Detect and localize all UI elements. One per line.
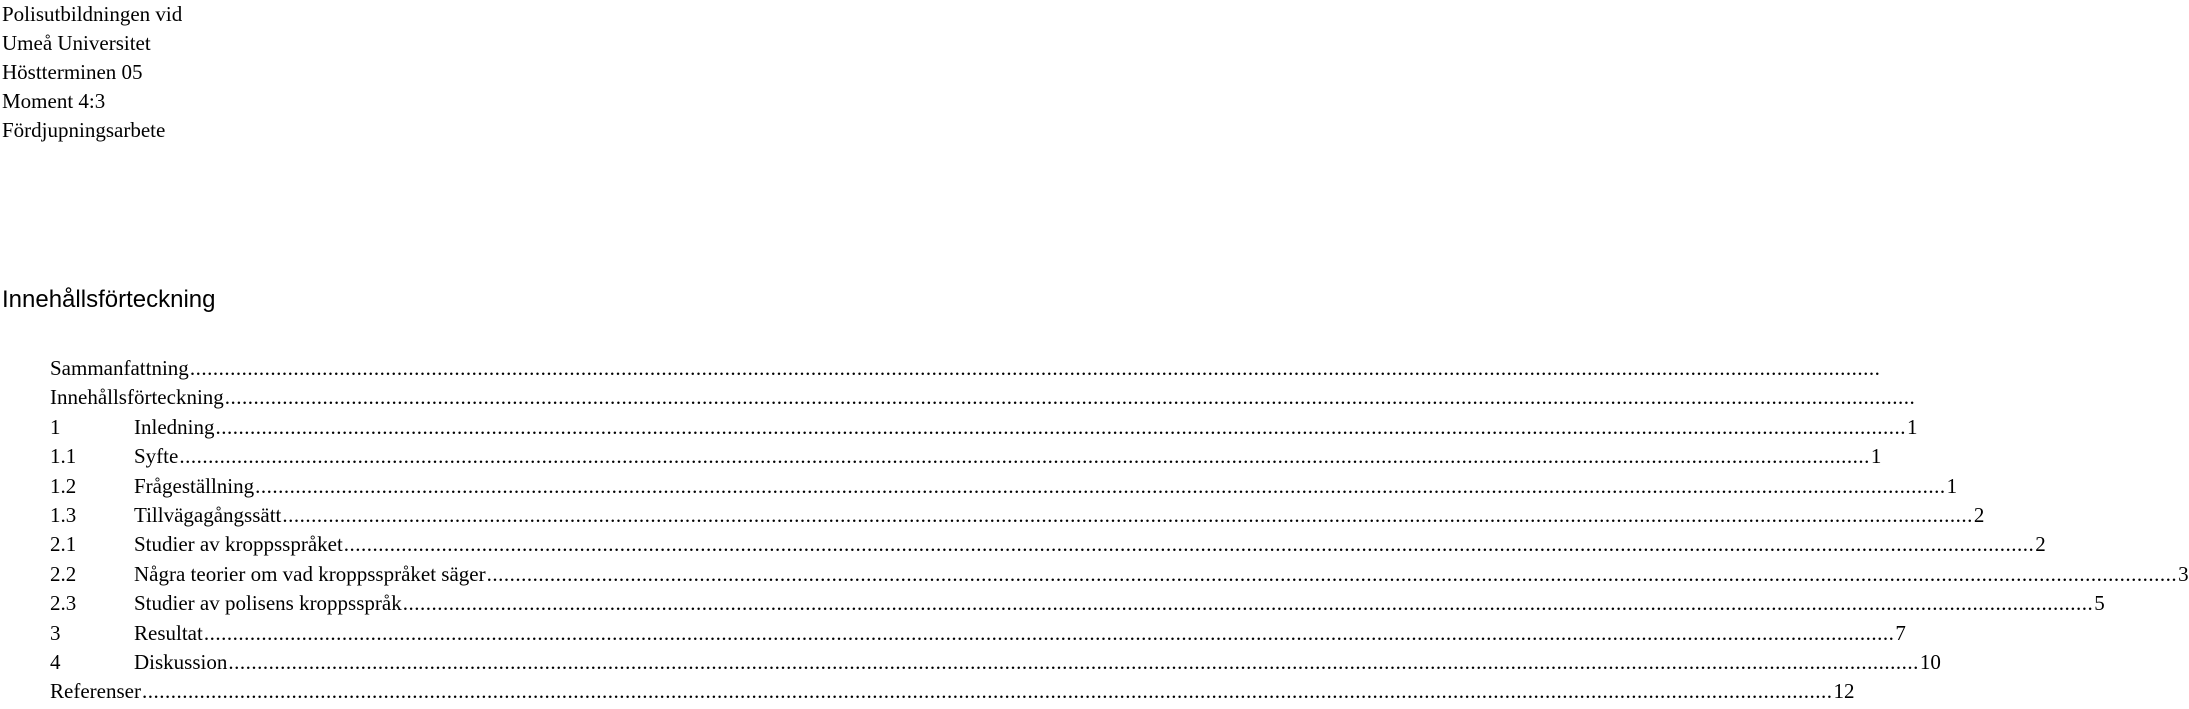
header-line-institution: Polisutbildningen vid bbox=[2, 2, 183, 26]
toc-dot-leader bbox=[282, 503, 1973, 528]
toc-entry-number: 1.1 bbox=[50, 444, 77, 469]
toc-entry-title: Syfte bbox=[134, 444, 179, 469]
toc-dot-leader bbox=[403, 591, 2094, 616]
toc-entry-number: 1.2 bbox=[50, 473, 77, 498]
toc-entry-page: 12 bbox=[1833, 679, 1855, 704]
toc-entry-number: 2.2 bbox=[50, 561, 77, 586]
toc-entry-page: 1 bbox=[1946, 473, 1958, 498]
toc-list bbox=[50, 356, 2189, 709]
toc-entry[interactable] bbox=[50, 502, 1985, 532]
toc-entry[interactable] bbox=[50, 532, 2046, 561]
toc-entry-title: Frågeställning bbox=[134, 473, 255, 498]
toc-entry[interactable] bbox=[50, 649, 1941, 679]
toc-dot-leader bbox=[228, 650, 1919, 675]
toc-entry[interactable] bbox=[50, 414, 1918, 444]
toc-entry-title: Referenser bbox=[50, 679, 141, 704]
toc-entry-title: Diskussion bbox=[134, 649, 228, 674]
toc-entry-number: 1.3 bbox=[50, 502, 77, 527]
header-line-university: Umeå Universitet bbox=[2, 31, 151, 55]
toc-entry-title: Studier av kroppsspråket bbox=[134, 532, 343, 557]
toc-entry[interactable] bbox=[50, 561, 2189, 591]
toc-entry-page: 3 bbox=[2178, 561, 2189, 586]
toc-entry[interactable] bbox=[50, 385, 962, 414]
toc-entry-title: Innehållsförteckning bbox=[50, 385, 224, 410]
toc-entry-title: Studier av polisens kroppsspråk bbox=[134, 591, 402, 616]
toc-dot-leader bbox=[225, 385, 1916, 410]
toc-entry[interactable] bbox=[50, 444, 1882, 473]
toc-entry-title: Några teorier om vad kroppsspråket säger bbox=[134, 561, 486, 586]
toc-entry[interactable] bbox=[50, 620, 1906, 650]
toc-entry-number: 2.3 bbox=[50, 591, 77, 616]
toc-entry-page: 7 bbox=[1895, 620, 1906, 645]
toc-entry-page: 5 bbox=[2094, 591, 2105, 616]
header-line-term: Höstterminen 05 bbox=[2, 60, 143, 84]
toc-dot-leader bbox=[204, 621, 1895, 646]
toc-dot-leader bbox=[179, 444, 1870, 469]
toc-entry-page: 1 bbox=[1906, 414, 1918, 439]
toc-dot-leader bbox=[487, 562, 2178, 587]
toc-entry-number: 2.1 bbox=[50, 532, 77, 557]
toc-entry[interactable] bbox=[50, 591, 2105, 620]
toc-entry-page: 10 bbox=[1919, 649, 1941, 674]
toc-entry[interactable] bbox=[50, 473, 1958, 503]
toc-entry-page: 1 bbox=[1870, 444, 1882, 469]
toc-dot-leader bbox=[215, 415, 1906, 440]
toc-entry-title: Resultat bbox=[134, 620, 203, 645]
document-header bbox=[2, 0, 182, 145]
toc-dot-leader bbox=[142, 679, 1833, 704]
toc-entry-page: 2 bbox=[1973, 502, 1985, 527]
header-line-assignment: Fördjupningsarbete bbox=[2, 118, 166, 142]
toc-entry-title: Inledning bbox=[134, 414, 215, 439]
toc-entry-title: Sammanfattning bbox=[50, 356, 189, 380]
toc-entry-title: Tillvägagångssätt bbox=[134, 502, 282, 527]
toc-dot-leader bbox=[190, 356, 1881, 381]
toc-entry-number: 4 bbox=[50, 649, 61, 674]
toc-entry-number: 3 bbox=[50, 620, 61, 645]
toc-entry-number: 1 bbox=[50, 414, 61, 439]
toc-entry-page: 2 bbox=[2035, 532, 2046, 557]
toc-title: Innehållsförteckning bbox=[2, 286, 216, 313]
toc-entry[interactable] bbox=[50, 356, 962, 385]
toc-entry[interactable] bbox=[50, 679, 1855, 708]
toc-dot-leader bbox=[255, 474, 1946, 499]
header-line-module: Moment 4:3 bbox=[2, 89, 106, 113]
toc-dot-leader bbox=[344, 532, 2035, 557]
